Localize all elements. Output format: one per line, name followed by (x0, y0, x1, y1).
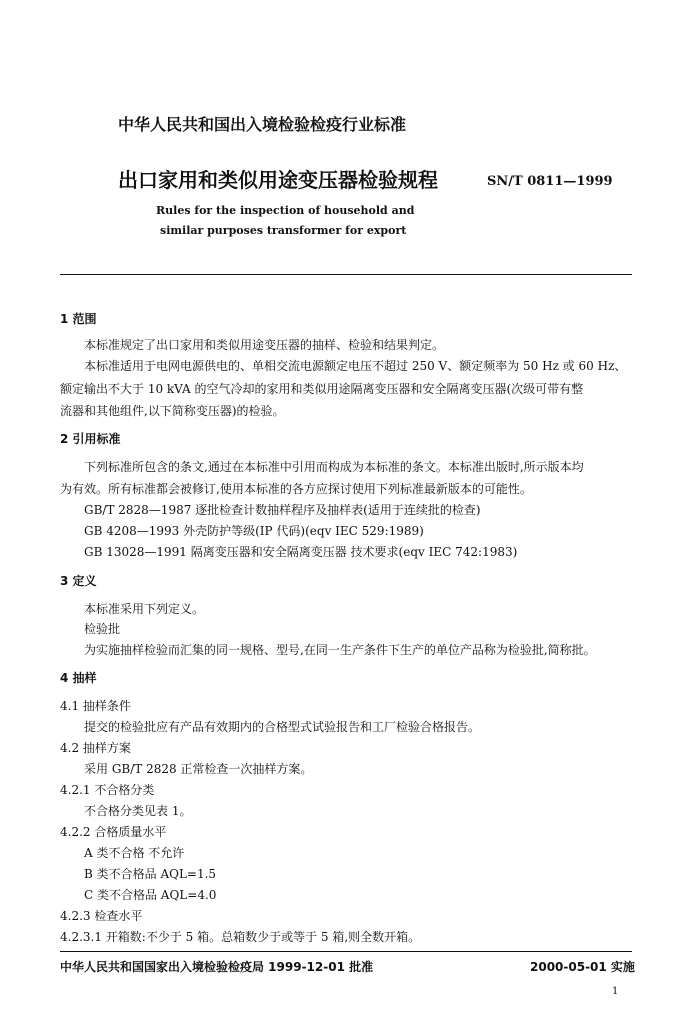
section-3-intro: 本标准采用下列定义。 (84, 602, 205, 616)
definition-term: 检验批 (84, 622, 121, 636)
issuing-organization: 中华人民共和国出入境检验检疫行业标准 (118, 115, 407, 134)
section-2-paragraph-line-2: 为有效。所有标准都会被修订,使用本标准的各方应探讨使用下列标准最新版本的可能性。 (60, 482, 532, 496)
reference-gb-4208: GB 4208—1993 外壳防护等级(IP 代码)(eqv IEC 529:1989) (84, 524, 424, 538)
reference-gb-13028: GB 13028—1991 隔离变压器和安全隔离变压器 技术要求(eqv IEC 742:1983) (84, 545, 518, 559)
section-4-2-heading: 4.2 抽样方案 (60, 741, 131, 755)
footer-divider (60, 951, 632, 952)
header-divider (60, 274, 632, 275)
section-4-1-text: 提交的检验批应有产品有效期内的合格型式试验报告和工厂检验合格报告。 (84, 720, 481, 734)
section-4-2-3-heading: 4.2.3 检查水平 (60, 909, 143, 923)
section-4-heading: 4 抽样 (60, 671, 97, 685)
page-number: 1 (612, 986, 619, 997)
section-1-paragraph-2-line-1: 本标准适用于电网电源供电的、单相交流电源额定电压不超过 250 V、额定频率为 50 Hz 或 60 Hz、 (84, 359, 627, 373)
section-4-1-heading: 4.1 抽样条件 (60, 699, 131, 713)
section-2-heading: 2 引用标准 (60, 432, 121, 446)
standard-code: SN/T 0811—1999 (487, 174, 613, 189)
definition-text: 为实施抽样检验而汇集的同一规格、型号,在同一生产条件下生产的单位产品称为检验批,简称批。 (84, 643, 596, 657)
section-2-paragraph-line-1: 下列标准所包含的条文,通过在本标准中引用而构成为本标准的条文。本标准出版时,所示版本均 (84, 460, 584, 474)
document-title: 出口家用和类似用途变压器检验规程 (118, 168, 438, 192)
approval-line: 中华人民共和国国家出入境检验检疫局 1999-12-01 批准 (60, 960, 374, 974)
section-3-heading: 3 定义 (60, 574, 97, 588)
class-a-nonconformity: A 类不合格 不允许 (84, 846, 185, 860)
section-4-2-1-heading: 4.2.1 不合格分类 (60, 783, 155, 797)
section-4-2-1-text: 不合格分类见表 1。 (84, 804, 192, 818)
section-1-paragraph-1: 本标准规定了出口家用和类似用途变压器的抽样、检验和结果判定。 (84, 338, 445, 352)
class-b-nonconformity: B 类不合格品 AQL=1.5 (84, 867, 217, 881)
section-1-heading: 1 范围 (60, 312, 97, 326)
reference-gb-t-2828: GB/T 2828—1987 逐批检查计数抽样程序及抽样表(适用于连续批的检查) (84, 503, 481, 517)
class-c-nonconformity: C 类不合格品 AQL=4.0 (84, 888, 217, 902)
section-4-2-2-heading: 4.2.2 合格质量水平 (60, 825, 167, 839)
section-1-paragraph-2-line-2: 额定输出不大于 10 kVA 的空气冷却的家用和类似用途隔离变压器和安全隔离变压器(次级可带有整 (60, 382, 584, 396)
english-title-line-1: Rules for the inspection of household and (156, 204, 415, 217)
english-title-line-2: similar purposes transformer for export (160, 224, 407, 237)
section-4-2-3-1-text: 4.2.3.1 开箱数:不少于 5 箱。总箱数少于或等于 5 箱,则全数开箱。 (60, 930, 421, 944)
effective-date: 2000-05-01 实施 (530, 960, 635, 974)
section-1-paragraph-2-line-3: 流器和其他组件,以下简称变压器)的检验。 (60, 404, 285, 418)
section-4-2-text: 采用 GB/T 2828 正常检查一次抽样方案。 (84, 762, 313, 776)
